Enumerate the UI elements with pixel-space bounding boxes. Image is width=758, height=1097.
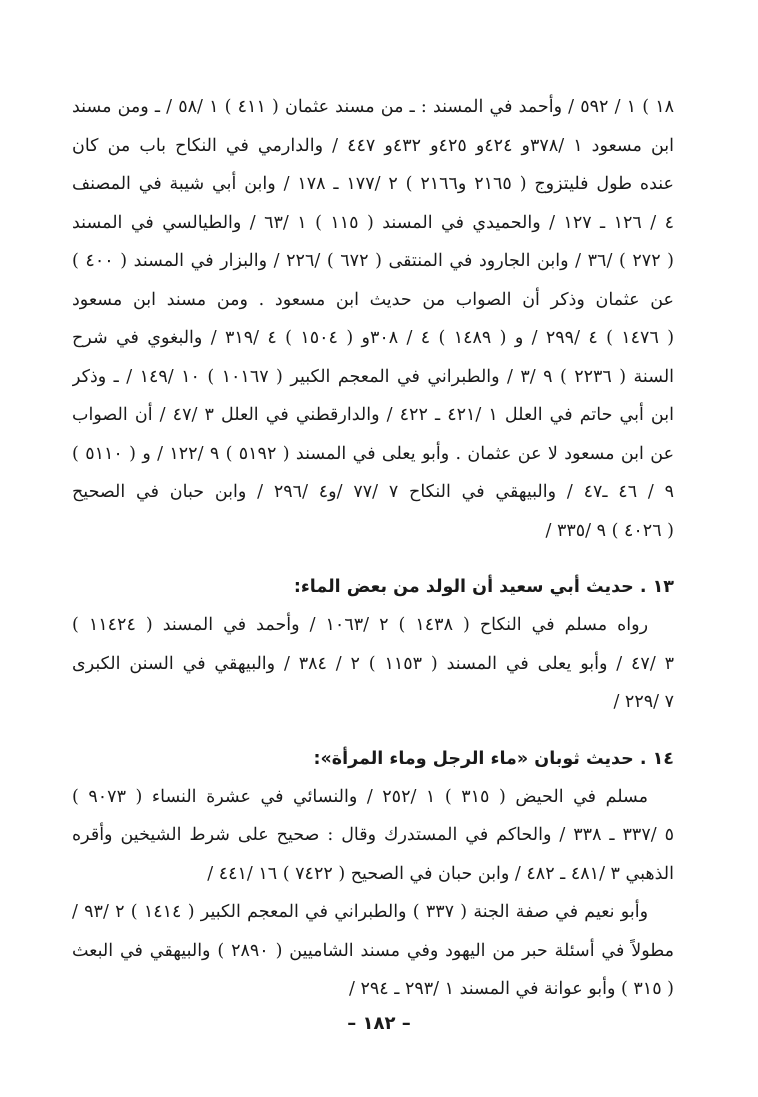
text-line: وأبو نعيم في صفة الجنة ( ٣٣٧ ) والطبراني في المعجم الكبير ( ١٤١٤ ) ٢ /٩٣ /	[72, 902, 649, 922]
text-line: مطولاً في أسئلة حبر من اليهود وفي مسند الشاميين ( ٢٨٩٠ ) والبيهقي في البعث	[72, 940, 674, 961]
text-line: ( ١٤٧٦ ) ٤ /٢٩٩ / و ( ١٤٨٩ ) ٤ / ٣٠٨و ( ١٥٠٤ ) ٤ /٣١٩ / والبغوي في شرح	[72, 328, 674, 348]
text-line: ٤ / ١٢٦ ـ ١٢٧ / والحميدي في المسند ( ١١٥ ) ١ /٦٣ / والطيالسي في المسند	[72, 212, 674, 233]
text-line: عن عثمان وذكر أن الصواب من حديث ابن مسعود . ومن مسند ابن مسعود	[72, 289, 674, 310]
text-line: ( ٤٠٢٦ ) ٩ /٣٣٥ /	[545, 520, 674, 541]
text-line: ٣ /٤٧ / وأبو يعلى في المسند ( ١١٥٣ ) ٢ / ٣٨٤ / والبيهقي في السنن الكبرى	[72, 653, 674, 674]
text-line: الذهبي ٣ /٤٨١ ـ ٤٨٢ / وابن حبان في الصحيح ( ٧٤٢٢ ) ١٦ /٤٤١ /	[207, 863, 674, 884]
section-heading: ١٣ . حديث أبي سعيد أن الولد من بعض الماء:	[293, 577, 674, 597]
text-line: عن ابن مسعود لا عن عثمان . وأبو يعلى في المسند ( ٥١٩٢ ) ٩ /١٢٢ / و ( ٥١١٠ )	[72, 443, 674, 464]
text-line: السنة ( ٢٢٣٦ ) ٩ /٣ / والطبراني في المعجم الكبير ( ١٠١٦٧ ) ١٠ /١٤٩ / ـ وذكر	[72, 366, 674, 387]
text-line: مسلم في الحيض ( ٣١٥ ) ١ /٢٥٢ / والنسائي في عشرة النساء ( ٩٠٧٣ )	[72, 786, 649, 807]
text-line: ابن مسعود ١ /٣٧٨و ٤٢٤و ٤٢٥و ٤٣٢و ٤٤٧ / والدارمي في النكاح باب من كان	[72, 135, 674, 156]
text-line: ٧ /٢٢٩ /	[613, 692, 674, 712]
text-line: ( ٢٧٢ ) /٣٦ / وابن الجارود في المنتقى ( ٦٧٢ ) /٢٢٦ / والبزار في المسند ( ٤٠٠ )	[72, 251, 674, 271]
section-references-continued	[72, 88, 674, 550]
page-number: – ١٨٢ –	[347, 1013, 411, 1034]
text-line: ( ٣١٥ ) وأبو عوانة في المسند ١ /٢٩٣ ـ ٢٩٤ /	[349, 979, 674, 999]
text-line: رواه مسلم في النكاح ( ١٤٣٨ ) ٢ /١٠٦٣ / وأحمد في المسند ( ١١٤٢٤ )	[72, 615, 649, 635]
text-line: عنده طول فليتزوج ( ٢١٦٥ و٢١٦٦ ) ٢ /١٧٧ ـ ١٧٨ / وابن أبي شيبة في المصنف	[72, 174, 674, 194]
text-line: ابن أبي حاتم في العلل ١ /٤٢١ ـ ٤٢٢ / والدارقطني في العلل ٣ /٤٧ / أن الصواب	[72, 405, 674, 425]
section-14	[72, 740, 674, 1009]
text-line: ٥ /٣٣٧ ـ ٣٣٨ / والحاكم في المستدرك وقال : صحيح على شرط الشيخين وأقره	[72, 825, 674, 845]
section-heading: ١٤ . حديث ثوبان «ماء الرجل وماء المرأة»:	[313, 748, 674, 769]
section-13	[72, 568, 674, 722]
text-line: ١٨ ) ١ / ٥٩٢ / وأحمد في المسند : ـ من مسند عثمان ( ٤١١ ) ١ /٥٨ / ـ ومن مسند	[72, 97, 674, 117]
text-line: ٩ / ٤٦ ـ٤٧ / والبيهقي في النكاح ٧ /٧٧ /و٤ /٢٩٦ / وابن حبان في الصحيح	[72, 482, 674, 502]
